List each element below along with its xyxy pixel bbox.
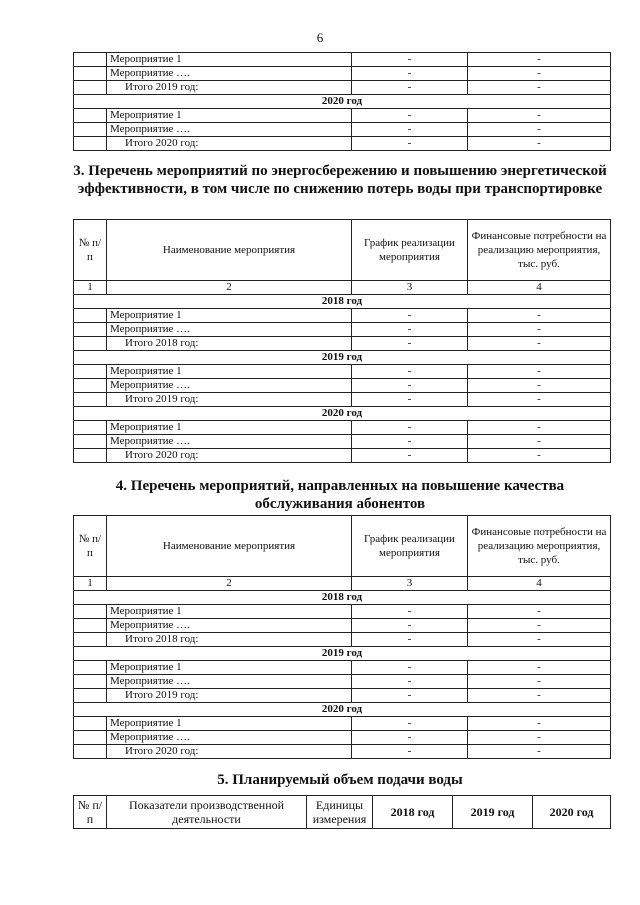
- finance-cell: -: [468, 81, 611, 95]
- year-row: [74, 407, 611, 421]
- schedule-cell: -: [352, 337, 468, 351]
- col-num-header: № п/п: [74, 220, 107, 281]
- activity-name: Мероприятие 1: [107, 365, 352, 379]
- table-row: [74, 67, 611, 81]
- year-row: [74, 703, 611, 717]
- col-schedule-header: График реализации мероприятия: [352, 516, 468, 577]
- col-finance-header: Финансовые потребности на реализацию мероприятия, тыс. руб.: [468, 516, 611, 577]
- table-row: [74, 675, 611, 689]
- activity-name: Мероприятие 1: [107, 53, 352, 67]
- finance-cell: -: [468, 393, 611, 407]
- activity-name: Мероприятие 1: [107, 309, 352, 323]
- col-index: 1: [74, 577, 107, 591]
- table-row: [74, 731, 611, 745]
- table-row: [74, 689, 611, 703]
- finance-cell: -: [468, 379, 611, 393]
- table-row: [74, 337, 611, 351]
- table-row: [74, 309, 611, 323]
- finance-cell: -: [468, 731, 611, 745]
- total-label: Итого 2018 год:: [107, 633, 352, 647]
- finance-cell: -: [468, 309, 611, 323]
- table-row: [74, 449, 611, 463]
- activity-name: Мероприятие 1: [107, 605, 352, 619]
- table-row: [74, 435, 611, 449]
- year-label: 2020 год: [74, 703, 611, 717]
- schedule-cell: -: [352, 53, 468, 67]
- total-label: Итого 2018 год:: [107, 337, 352, 351]
- finance-cell: -: [468, 421, 611, 435]
- schedule-cell: -: [352, 323, 468, 337]
- schedule-cell: -: [352, 633, 468, 647]
- page-number: 6: [316, 30, 324, 45]
- table-row: [74, 379, 611, 393]
- index-row: [74, 577, 611, 591]
- activity-name: Мероприятие 1: [107, 661, 352, 675]
- finance-cell: -: [468, 123, 611, 137]
- total-label: Итого 2019 год:: [107, 689, 352, 703]
- table-row: [74, 619, 611, 633]
- finance-cell: -: [468, 689, 611, 703]
- finance-cell: -: [468, 323, 611, 337]
- activity-name: Мероприятие ….: [107, 435, 352, 449]
- activity-name: Мероприятие ….: [107, 323, 352, 337]
- year-label: 2020 год: [74, 407, 611, 421]
- schedule-cell: -: [352, 689, 468, 703]
- activity-name: Мероприятие ….: [107, 67, 352, 81]
- activity-name: Мероприятие 1: [107, 421, 352, 435]
- schedule-cell: -: [352, 67, 468, 81]
- year-row: [74, 95, 611, 109]
- schedule-cell: -: [352, 661, 468, 675]
- col-unit-header: Единицы измерения: [307, 796, 373, 829]
- finance-cell: -: [468, 717, 611, 731]
- total-label: Итого 2019 год:: [107, 81, 352, 95]
- activity-name: Мероприятие ….: [107, 379, 352, 393]
- finance-cell: -: [468, 67, 611, 81]
- table-row: [74, 605, 611, 619]
- col-2019-header: 2019 год: [453, 796, 533, 829]
- header-row: [74, 516, 611, 577]
- year-row: [74, 591, 611, 605]
- finance-cell: -: [468, 435, 611, 449]
- table-row: [74, 123, 611, 137]
- table-row: [74, 421, 611, 435]
- col-2020-header: 2020 год: [533, 796, 611, 829]
- finance-cell: -: [468, 675, 611, 689]
- table-row: [74, 633, 611, 647]
- schedule-cell: -: [352, 731, 468, 745]
- col-schedule-header: График реализации мероприятия: [352, 220, 468, 281]
- section5-table: [73, 795, 611, 829]
- schedule-cell: -: [352, 365, 468, 379]
- col-name-header: Наименование мероприятия: [107, 220, 352, 281]
- table-row: [74, 745, 611, 759]
- table-row: [74, 661, 611, 675]
- activity-name: Мероприятие ….: [107, 619, 352, 633]
- finance-cell: -: [468, 745, 611, 759]
- schedule-cell: -: [352, 745, 468, 759]
- table-row: [74, 323, 611, 337]
- col-num-header: № п/п: [74, 516, 107, 577]
- col-index: 3: [352, 577, 468, 591]
- finance-cell: -: [468, 449, 611, 463]
- col-name-header: Наименование мероприятия: [107, 516, 352, 577]
- col-finance-header: Финансовые потребности на реализацию мероприятия, тыс. руб.: [468, 220, 611, 281]
- finance-cell: -: [468, 365, 611, 379]
- year-row: [74, 351, 611, 365]
- schedule-cell: -: [352, 109, 468, 123]
- table-row: [74, 109, 611, 123]
- schedule-cell: -: [352, 449, 468, 463]
- section4-table: [73, 515, 611, 759]
- schedule-cell: -: [352, 379, 468, 393]
- continued-table: [73, 52, 611, 151]
- finance-cell: -: [468, 619, 611, 633]
- total-label: Итого 2020 год:: [107, 449, 352, 463]
- section3-table: [73, 219, 611, 463]
- schedule-cell: -: [352, 605, 468, 619]
- finance-cell: -: [468, 109, 611, 123]
- year-label: 2018 год: [74, 295, 611, 309]
- index-row: [74, 281, 611, 295]
- header-row: [74, 220, 611, 281]
- table-row: [74, 365, 611, 379]
- total-label: Итого 2020 год:: [107, 745, 352, 759]
- year-label: 2020 год: [74, 95, 611, 109]
- year-label: 2018 год: [74, 591, 611, 605]
- schedule-cell: -: [352, 81, 468, 95]
- activity-name: Мероприятие ….: [107, 731, 352, 745]
- col-index: 4: [468, 577, 611, 591]
- activity-name: Мероприятие 1: [107, 717, 352, 731]
- col-index: 2: [107, 577, 352, 591]
- schedule-cell: -: [352, 421, 468, 435]
- col-index: 3: [352, 281, 468, 295]
- table-row: [74, 393, 611, 407]
- schedule-cell: -: [352, 123, 468, 137]
- col-num-header: № п/п: [74, 796, 107, 829]
- finance-cell: -: [468, 137, 611, 151]
- finance-cell: -: [468, 633, 611, 647]
- schedule-cell: -: [352, 435, 468, 449]
- header-row: [74, 796, 611, 829]
- schedule-cell: -: [352, 137, 468, 151]
- year-label: 2019 год: [74, 351, 611, 365]
- year-row: [74, 295, 611, 309]
- section5-title: 5. Планируемый объем подачи воды: [217, 772, 463, 788]
- col-index: 4: [468, 281, 611, 295]
- schedule-cell: -: [352, 675, 468, 689]
- schedule-cell: -: [352, 717, 468, 731]
- table-row: [74, 717, 611, 731]
- table-row: [74, 53, 611, 67]
- col-index: 2: [107, 281, 352, 295]
- schedule-cell: -: [352, 309, 468, 323]
- schedule-cell: -: [352, 619, 468, 633]
- year-label: 2019 год: [74, 647, 611, 661]
- finance-cell: -: [468, 605, 611, 619]
- year-row: [74, 647, 611, 661]
- finance-cell: -: [468, 53, 611, 67]
- total-label: Итого 2020 год:: [107, 137, 352, 151]
- table-row: [74, 81, 611, 95]
- schedule-cell: -: [352, 393, 468, 407]
- col-index: 1: [74, 281, 107, 295]
- finance-cell: -: [468, 337, 611, 351]
- col-2018-header: 2018 год: [373, 796, 453, 829]
- table-row: [74, 137, 611, 151]
- finance-cell: -: [468, 661, 611, 675]
- section3-title: 3. Перечень мероприятий по энергосбережению и повышению энергетической эффективности, в том числе по снижению потерь воды при транспортировке: [73, 163, 607, 197]
- section4-title: 4. Перечень мероприятий, направленных на повышение качества обслуживания абонентов: [115, 478, 565, 512]
- activity-name: Мероприятие 1: [107, 109, 352, 123]
- activity-name: Мероприятие ….: [107, 123, 352, 137]
- col-indicator-header: Показатели производственной деятельности: [107, 796, 307, 829]
- activity-name: Мероприятие ….: [107, 675, 352, 689]
- total-label: Итого 2019 год:: [107, 393, 352, 407]
